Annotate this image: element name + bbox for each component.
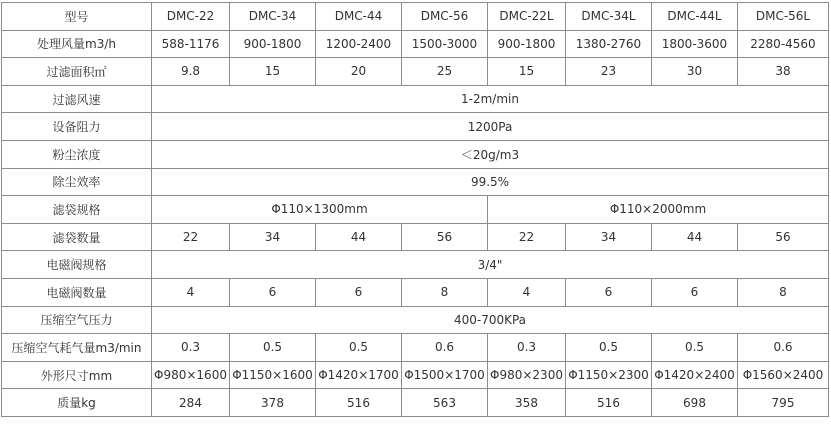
- value-cell: 378: [230, 389, 316, 417]
- value-cell: 4: [488, 278, 566, 306]
- value-cell: 56: [738, 223, 829, 251]
- merged-value-cell: ＜20g/m3: [152, 140, 829, 168]
- value-cell: 0.3: [488, 334, 566, 362]
- value-cell: 34: [566, 223, 652, 251]
- value-cell: 44: [652, 223, 738, 251]
- table-row: [2, 278, 829, 306]
- table-row: [2, 251, 829, 279]
- value-cell: 0.6: [402, 334, 488, 362]
- value-cell: 1380-2760: [566, 30, 652, 58]
- value-cell: 34: [230, 223, 316, 251]
- table-row: [2, 389, 829, 417]
- model-header-cell: DMC-44: [316, 3, 402, 31]
- row-label-cell: 过滤风速: [2, 85, 152, 113]
- merged-value-cell: Φ110×1300mm: [152, 196, 488, 224]
- value-cell: Φ980×2300: [488, 361, 566, 389]
- table-row: [2, 334, 829, 362]
- value-cell: Φ980×1600: [152, 361, 230, 389]
- model-header-cell: DMC-34: [230, 3, 316, 31]
- row-label-cell: 电磁阀规格: [2, 251, 152, 279]
- row-label-cell: 滤袋规格: [2, 196, 152, 224]
- value-cell: 0.5: [230, 334, 316, 362]
- table-row: [2, 140, 829, 168]
- table-row: [2, 306, 829, 334]
- value-cell: 9.8: [152, 58, 230, 86]
- merged-value-cell: 3/4": [152, 251, 829, 279]
- value-cell: 358: [488, 389, 566, 417]
- value-cell: Φ1150×2300: [566, 361, 652, 389]
- value-cell: 563: [402, 389, 488, 417]
- value-cell: 44: [316, 223, 402, 251]
- value-cell: 15: [230, 58, 316, 86]
- spec-table-body: [2, 30, 829, 416]
- value-cell: 900-1800: [230, 30, 316, 58]
- value-cell: Φ1560×2400: [738, 361, 829, 389]
- value-cell: 30: [652, 58, 738, 86]
- row-label-cell: 质量kg: [2, 389, 152, 417]
- value-cell: 8: [738, 278, 829, 306]
- value-cell: Φ1420×1700: [316, 361, 402, 389]
- table-row: [2, 30, 829, 58]
- row-label-cell: 压缩空气耗气量m3/min: [2, 334, 152, 362]
- value-cell: 516: [316, 389, 402, 417]
- merged-value-cell: 99.5%: [152, 168, 829, 196]
- value-cell: 4: [152, 278, 230, 306]
- value-cell: 284: [152, 389, 230, 417]
- merged-value-cell: 1-2m/min: [152, 85, 829, 113]
- row-label-cell: 除尘效率: [2, 168, 152, 196]
- value-cell: 6: [230, 278, 316, 306]
- model-header-cell: DMC-56: [402, 3, 488, 31]
- row-label-cell: 电磁阀数量: [2, 278, 152, 306]
- value-cell: 0.6: [738, 334, 829, 362]
- value-cell: 15: [488, 58, 566, 86]
- value-cell: 0.3: [152, 334, 230, 362]
- row-label-cell: 外形尺寸mm: [2, 361, 152, 389]
- value-cell: 23: [566, 58, 652, 86]
- table-row: [2, 85, 829, 113]
- value-cell: 2280-4560: [738, 30, 829, 58]
- row-label-cell: 过滤面积㎡: [2, 58, 152, 86]
- table-row: [2, 361, 829, 389]
- model-header-cell: DMC-34L: [566, 3, 652, 31]
- table-row: [2, 196, 829, 224]
- table-row: [2, 58, 829, 86]
- value-cell: 38: [738, 58, 829, 86]
- row-label-cell: 滤袋数量: [2, 223, 152, 251]
- value-cell: 6: [566, 278, 652, 306]
- header-row: [2, 3, 829, 31]
- table-row: [2, 168, 829, 196]
- value-cell: 22: [152, 223, 230, 251]
- value-cell: 8: [402, 278, 488, 306]
- value-cell: 20: [316, 58, 402, 86]
- model-header-cell: DMC-56L: [738, 3, 829, 31]
- model-header-cell: DMC-22: [152, 3, 230, 31]
- table-row: [2, 223, 829, 251]
- value-cell: 0.5: [566, 334, 652, 362]
- value-cell: 56: [402, 223, 488, 251]
- model-header-cell: DMC-22L: [488, 3, 566, 31]
- value-cell: Φ1500×1700: [402, 361, 488, 389]
- row-label-cell: 压缩空气压力: [2, 306, 152, 334]
- merged-value-cell: 400-700KPa: [152, 306, 829, 334]
- row-label-cell: 设备阻力: [2, 113, 152, 141]
- header-label-cell: 型号: [2, 3, 152, 31]
- value-cell: 6: [652, 278, 738, 306]
- value-cell: Φ1420×2400: [652, 361, 738, 389]
- value-cell: 900-1800: [488, 30, 566, 58]
- value-cell: 588-1176: [152, 30, 230, 58]
- spec-table: [1, 2, 829, 417]
- value-cell: 0.5: [652, 334, 738, 362]
- model-header-cell: DMC-44L: [652, 3, 738, 31]
- value-cell: 795: [738, 389, 829, 417]
- value-cell: 1800-3600: [652, 30, 738, 58]
- row-label-cell: 处理风量m3/h: [2, 30, 152, 58]
- merged-value-cell: 1200Pa: [152, 113, 829, 141]
- value-cell: 698: [652, 389, 738, 417]
- value-cell: 1200-2400: [316, 30, 402, 58]
- value-cell: 25: [402, 58, 488, 86]
- merged-value-cell: Φ110×2000mm: [488, 196, 829, 224]
- value-cell: 516: [566, 389, 652, 417]
- value-cell: Φ1150×1600: [230, 361, 316, 389]
- value-cell: 0.5: [316, 334, 402, 362]
- row-label-cell: 粉尘浓度: [2, 140, 152, 168]
- value-cell: 22: [488, 223, 566, 251]
- value-cell: 6: [316, 278, 402, 306]
- table-row: [2, 113, 829, 141]
- value-cell: 1500-3000: [402, 30, 488, 58]
